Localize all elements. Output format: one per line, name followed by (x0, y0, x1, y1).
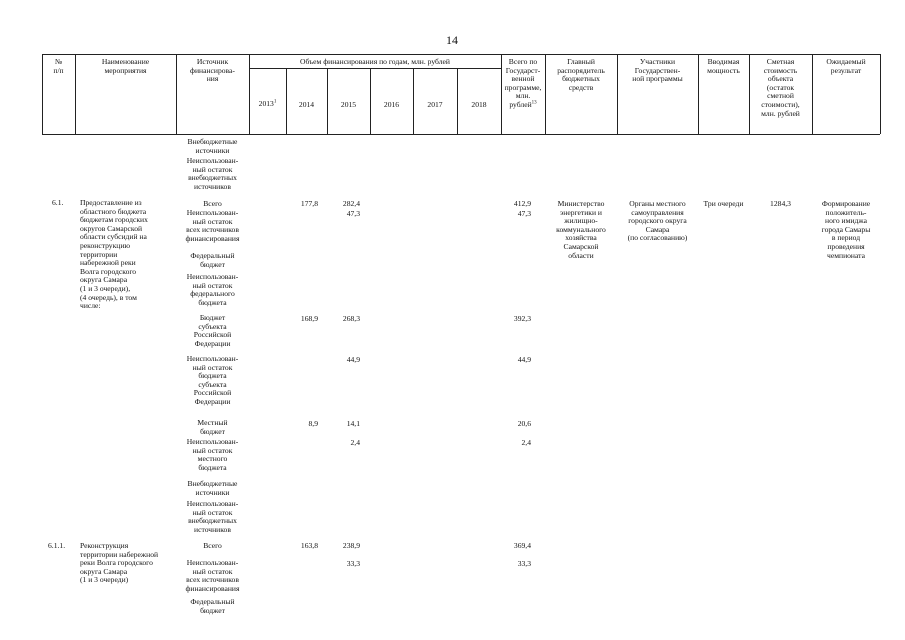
value-total: 2,4 (521, 438, 531, 447)
source-cell: Федеральный бюджет (190, 251, 235, 269)
item-distributor: Министерство энергетики и жилищно- коммунального хозяйства Самарской области (556, 199, 606, 260)
header-year-2018: 2018 (471, 100, 487, 109)
source-cell: Федеральный бюджет (190, 597, 235, 615)
item-number: 6.1. (52, 198, 64, 207)
source-cell: Внебюджетные источники (187, 137, 238, 155)
item-estimate: 1284,3 (770, 199, 791, 208)
page-number: 14 (446, 33, 458, 47)
value-total: 20,6 (517, 419, 531, 428)
source-cell: Неиспользован- ный остаток всех источников финансирования (185, 208, 240, 243)
header-year-2017: 2017 (427, 100, 443, 109)
header-estimate: Сметная стоимость объекта (остаток сметной стоимости), млн. рублей (761, 57, 800, 118)
source-cell: Неиспользован- ный остаток федерального бюджета (186, 272, 239, 307)
source-cell: Внебюджетные источники (187, 479, 238, 497)
header-total: Всего по Государст- венной программе, млн. рублей$^{13}$ (504, 57, 542, 109)
source-cell: Неиспользован- ный остаток всех источников финансирования (185, 558, 240, 593)
value-2015: 44,9 (346, 355, 360, 364)
value-2014: 168,9 (300, 314, 318, 323)
header-year-2015: 2015 (340, 100, 357, 109)
value-total: 392,3 (513, 314, 531, 323)
value-2014: 163,8 (300, 541, 318, 550)
source-cell: Всего (203, 199, 222, 208)
value-total: 44,9 (517, 355, 531, 364)
value-total: 369,4 (513, 541, 531, 550)
value-2014: 177,8 (300, 199, 318, 208)
table-top-border (42, 54, 880, 55)
value-2014: 8,9 (308, 419, 318, 428)
value-total: 47,3 (517, 209, 531, 218)
item-result: Формирование положитель- ного имиджа города Самары в период проведения чемпионата (821, 199, 871, 260)
item-number: 6.1.1. (48, 541, 66, 550)
value-2015: 268,3 (342, 314, 360, 323)
source-cell: Неиспользован- ный остаток бюджета субъекта Российской Федерации (186, 354, 239, 406)
header-participants: Участники Государствен- ной программы (632, 57, 683, 84)
item-name: Реконструкция территории набережной реки Волга городского округа Самара (1 и 3 очереди) (80, 541, 159, 585)
source-cell: Неиспользован- ный остаток местного бюджета (186, 437, 239, 472)
value-2015: 47,3 (346, 209, 360, 218)
source-cell: Неиспользован- ный остаток внебюджетных источников (186, 499, 239, 534)
header-volume: Объем финансирования по годам, млн. рублей (300, 57, 450, 66)
value-2015: 238,9 (342, 541, 360, 550)
item-name: Предоставление из областного бюджета бюджетам городских округов Самарской области субсидий на реконструкцию территории набережной реки Волга городского округа Самара (1 и 3 очереди), (4 очередь), в том числе: (80, 198, 148, 311)
source-cell: Всего (203, 541, 222, 550)
header-capacity: Вводимая мощность (707, 57, 740, 75)
header-source: Источник финансирова- ния (190, 57, 235, 84)
header-year-2014: 2014 (298, 100, 315, 109)
source-cell: Местный бюджет (197, 418, 228, 436)
source-cell: Неиспользован- ный остаток внебюджетных источников (186, 156, 239, 191)
header-bottom-border (42, 134, 880, 135)
source-cell: Бюджет субъекта Российской Федерации (193, 313, 232, 348)
value-2015: 2,4 (350, 438, 360, 447)
header-result: Ожидаемый результат (826, 57, 866, 75)
value-2015: 282,4 (342, 199, 360, 208)
value-2015: 33,3 (346, 559, 360, 568)
item-participants: Органы местного самоуправления городского округа Самара (по согласованию) (627, 199, 688, 243)
value-total: 412,9 (513, 199, 531, 208)
col-border (880, 54, 881, 134)
item-capacity: Три очереди (703, 199, 744, 208)
value-2015: 14,1 (346, 419, 360, 428)
header-distributor: Главный распорядитель бюджетных средств (557, 57, 605, 92)
header-num: № п/п (53, 57, 64, 75)
header-year-2013: 2013$^1$ (258, 99, 277, 108)
value-total: 33,3 (517, 559, 531, 568)
header-name: Наименование мероприятия (101, 57, 150, 75)
header-year-2016: 2016 (383, 100, 400, 109)
